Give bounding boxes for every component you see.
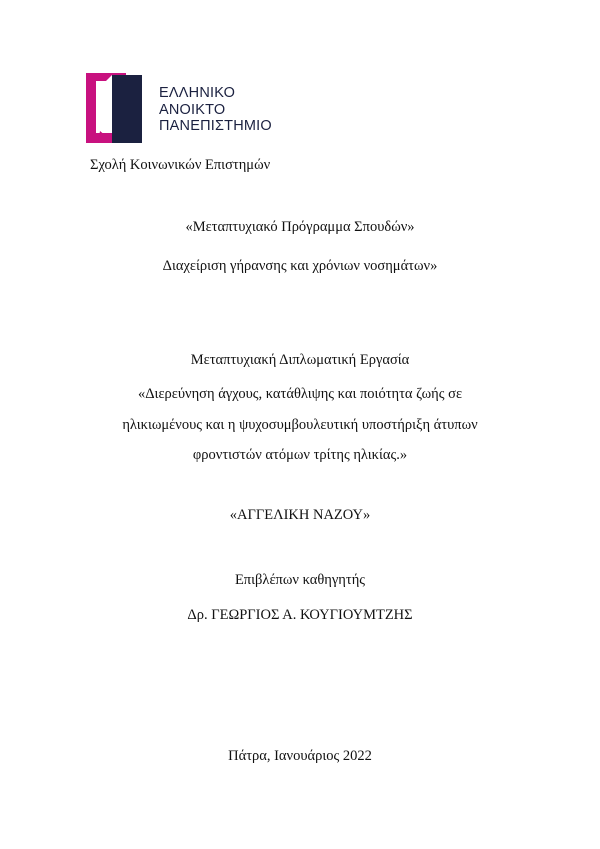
logo-line-2: ΑΝΟΙΚΤΟ [159,101,226,118]
place-date: Πάτρα, Ιανουάριος 2022 [228,748,372,764]
thesis-title-line-3: φροντιστών ατόμων τρίτης ηλικίας.» [192,447,408,463]
thesis-type: Μεταπτυχιακή Διπλωματική Εργασία [190,352,410,368]
university-logo [86,71,286,143]
program-title: «Μεταπτυχιακό Πρόγραμμα Σπουδών» [185,219,415,235]
school-name: Σχολή Κοινωνικών Επιστημών [90,157,271,173]
supervisor-name: Δρ. ΓΕΩΡΓΙΟΣ Α. ΚΟΥΓΙΟΥΜΤΖΗΣ [187,607,413,623]
thesis-title-line-2: ηλικιωμένους και η ψυχοσυμβουλευτική υποστήριξη άτυπων [122,417,478,433]
logo-line-1: ΕΛΛΗΝΙΚΟ [159,85,236,101]
university-logo-mark-icon [86,71,156,143]
university-logo-text [159,85,272,135]
logo-line-3: ΠΑΝΕΠΙΣΤΗΜΙΟ [159,118,272,134]
program-subtitle: Διαχείριση γήρανσης και χρόνιων νοσημάτων» [162,258,438,274]
supervisor-label: Επιβλέπων καθηγητής [234,572,366,588]
thesis-title-line-1: «Διερεύνηση άγχους, κατάθλιψης και ποιότητα ζωής σε [137,386,463,402]
author-name: «ΑΓΓΕΛΙΚΗ ΝΑΖΟΥ» [229,507,371,523]
